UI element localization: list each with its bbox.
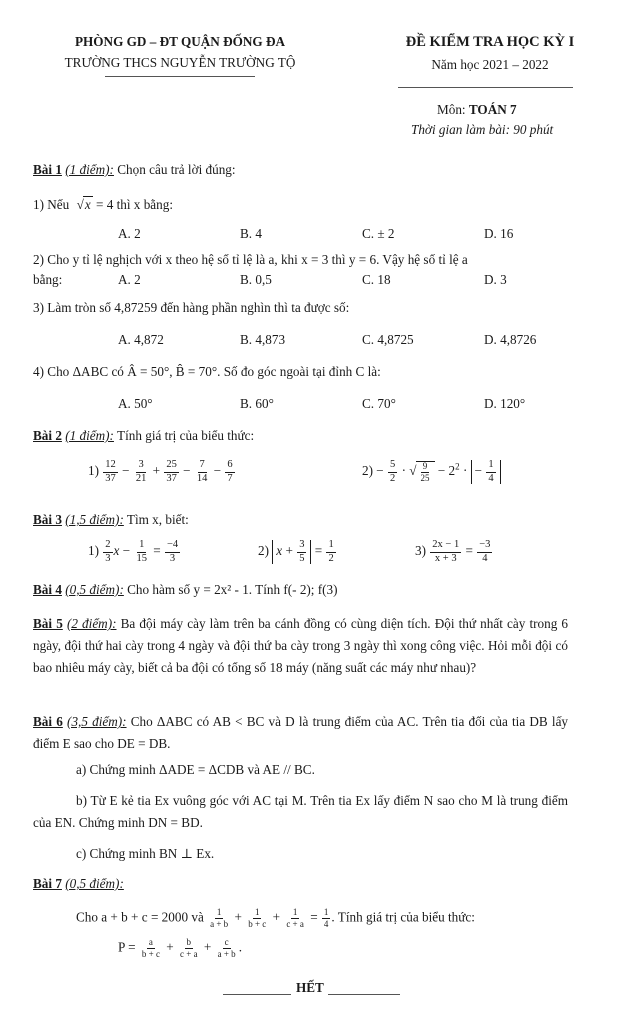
q4-option-d: D. 120° (484, 396, 526, 411)
expr-label: 1) (88, 463, 99, 479)
bai4-heading (33, 582, 338, 598)
bai7-expression-p: P = $\frac{a}{b + c}$ + $\frac{b}{c + a}$ + $\frac{c}{a + b}$ . (118, 937, 242, 959)
bai7-condition-prefix: Cho a + b + c = 2000 và (76, 909, 204, 925)
bai3-equation-1: 1) $\frac{2}{3}$ x − $\frac{1}{15}$ = $\frac{-4}{3}$ (88, 539, 179, 564)
q1-radicand: x (84, 197, 91, 212)
eq-label: 2) (258, 543, 269, 559)
q3-option-b: B. 4,873 (240, 332, 286, 347)
q1-suffix: = 4 thì x bằng: (95, 197, 174, 212)
eq-label: 1) (88, 543, 99, 559)
bai2-expression-2: 2) − $\frac{5}{2}$ · √ $\frac{9}{25}$ − $2^2$ · − $\frac{1}{4}$ (362, 460, 501, 484)
bai6-part-b: b) Từ E kẻ tia Ex vuông góc với AC tại M. Trên tia Ex lấy điểm N sao cho M là trung điểm của EN. Chứng minh DN = BD. (33, 793, 568, 830)
q2-option-d: D. 3 (484, 272, 507, 287)
bai1-title: Bài 1 (33, 162, 62, 177)
bai5-paragraph (33, 613, 568, 679)
bai7-heading (33, 876, 124, 892)
bai6-text: Cho ΔABC có AB < BC và D là trung điểm của AC. Trên tia đối của tia DB lấy điểm E sao cho DE = DB. (33, 714, 569, 751)
bai6-points: (3,5 điểm): (67, 714, 127, 729)
q4-option-b: B. 60° (240, 396, 274, 411)
q1-option-a: A. 2 (118, 226, 141, 241)
bai6-part-a: a) Chứng minh ΔADE = ΔCDB và AE // BC. (76, 762, 315, 777)
bai6-part-c: c) Chứng minh BN ⊥ Ex. (76, 846, 215, 861)
subject-line (437, 102, 517, 118)
school-name: TRƯỜNG THCS NGUYỄN TRƯỜNG TỘ (64, 55, 296, 70)
bai1-points: (1 điểm): (65, 162, 114, 177)
bai3-instruction: Tìm x, biết: (126, 512, 189, 527)
bai3-equation-2: 2) x + $\frac{3}{5}$ = $\frac{1}{2}$ (258, 539, 334, 564)
bai1-q1 (33, 196, 173, 213)
sqrt-symbol: √ (76, 197, 84, 212)
bai5-title: Bài 5 (33, 616, 63, 631)
eq-label: 3) (415, 543, 426, 559)
bai2-points: (1 điểm): (65, 428, 114, 443)
bai1-heading (33, 162, 236, 178)
bai2-expression-1: 1) $\frac{12}{37}$ − $\frac{3}{21}$ + $\frac{25}{37}$ − $\frac{7}{14}$ − $\frac{6}{7}$ (88, 459, 233, 484)
subject-name: TOÁN 7 (468, 102, 517, 117)
q1-option-b: B. 4 (240, 226, 262, 241)
bai1-q2-line2: bằng: (33, 272, 63, 287)
bai4-text: Cho hàm số y = 2x² - 1. Tính f(- 2); f(3) (127, 582, 338, 597)
bai7-condition: Cho a + b + c = 2000 và $\frac{1}{a + b}$ + $\frac{1}{b + c}$ + $\frac{1}{c + a}$ = $\frac{1}{4}$ . Tính giá trị của biểu thức: (76, 907, 475, 929)
header-left-rule (105, 76, 255, 77)
header-right-rule (398, 87, 573, 88)
footer-rule-left (223, 994, 291, 995)
footer-rule-right (328, 994, 400, 995)
bai2-heading (33, 428, 254, 444)
p-label: P = (118, 939, 136, 955)
bai4-points: (0,5 điểm): (65, 582, 124, 597)
q2-option-a: A. 2 (118, 272, 141, 287)
bai4-title: Bài 4 (33, 582, 62, 597)
bai2-title: Bài 2 (33, 428, 62, 443)
bai3-title: Bài 3 (33, 512, 62, 527)
end-marker: HẾT (296, 980, 324, 995)
exam-duration: Thời gian làm bài: 90 phút (411, 122, 554, 137)
q4-option-a: A. 50° (118, 396, 153, 411)
q2-option-b: B. 0,5 (240, 272, 272, 287)
bai6-title: Bài 6 (33, 714, 63, 729)
expr-label: 2) (362, 463, 373, 479)
bai1-q2-line1: 2) Cho y tỉ lệ nghịch với x theo hệ số tỉ lệ là a, khi x = 3 thì y = 6. Vậy hệ số tỉ lệ a (33, 252, 468, 267)
bai3-heading (33, 512, 189, 528)
q3-option-a: A. 4,872 (118, 332, 164, 347)
bai6-paragraph (33, 711, 568, 755)
bai1-instruction: Chọn câu trả lời đúng: (117, 162, 236, 177)
bai5-points: (2 điểm): (66, 616, 117, 631)
bai3-points: (1,5 điểm): (65, 512, 124, 527)
bai5-text: Ba đội máy cày làm trên ba cánh đồng có cùng diện tích. Đội thứ nhất cày trong 6 ngày, đội thứ hai cày trong 4 ngày và đội thứ ba cày trong 3 ngày thì xong công việc. Hỏi mỗi đội có bao nhiêu máy cày, biết cả ba đội có tổng số 18 máy (năng suất các máy như nhau)? (33, 616, 569, 675)
bai7-points: (0,5 điểm): (65, 876, 124, 891)
q1-prefix: 1) Nếu (33, 197, 70, 212)
exam-title: ĐỀ KIỂM TRA HỌC KỲ I (405, 34, 575, 50)
q1-option-d: D. 16 (484, 226, 514, 241)
bai1-q4: 4) Cho ΔABC có Â = 50°, B̂ = 70°. Số đo góc ngoài tại đỉnh C là: (33, 364, 381, 379)
q4-option-c: C. 70° (362, 396, 396, 411)
department-name: PHÒNG GD – ĐT QUẬN ĐỐNG ĐA (74, 34, 286, 49)
subject-label: Môn: (437, 102, 466, 117)
bai7-condition-suffix: . Tính giá trị của biểu thức: (331, 909, 475, 925)
bai2-instruction: Tính giá trị của biểu thức: (117, 428, 255, 443)
bai3-equation-3: 3) $\frac{2x - 1}{x + 3}$ = $\frac{-3}{4}$ (415, 539, 491, 564)
bai1-q3: 3) Làm tròn số 4,87259 đến hàng phần nghìn thì ta được số: (33, 300, 350, 315)
q3-option-d: D. 4,8726 (484, 332, 537, 347)
q1-option-c: C. ± 2 (362, 226, 395, 241)
q3-option-c: C. 4,8725 (362, 332, 414, 347)
q2-option-c: C. 18 (362, 272, 391, 287)
school-year: Năm học 2021 – 2022 (431, 57, 549, 72)
bai7-title: Bài 7 (33, 876, 62, 891)
